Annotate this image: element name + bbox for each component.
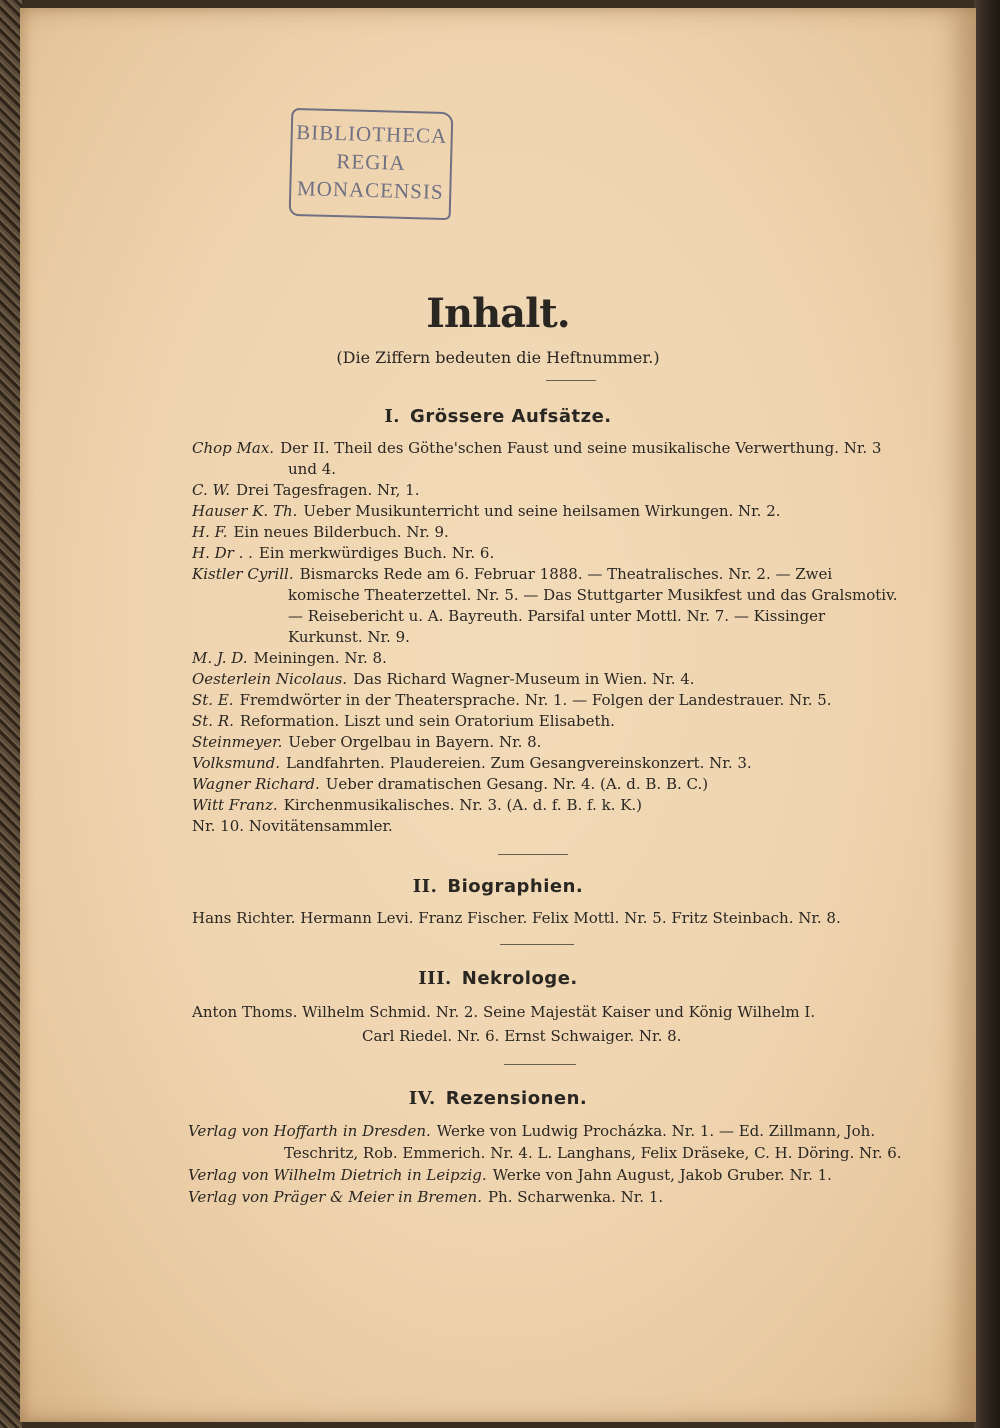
section-entries-aufsaetze xyxy=(192,438,900,837)
nekrolog-line-1: Anton Thoms. Wilhelm Schmid. Nr. 2. Seine Majestät Kaiser und König Wilhelm I. xyxy=(192,1003,816,1021)
entry-text: Ueber dramatischen Gesang. Nr. 4. (A. d. B. B. C.) xyxy=(325,775,709,793)
list-item xyxy=(192,795,900,816)
list-item xyxy=(192,564,900,648)
divider-rule xyxy=(546,380,596,381)
entry-text: Landfahrten. Plaudereien. Zum Gesangvereinskonzert. Nr. 3. xyxy=(286,754,752,772)
entry-text: Bismarcks Rede am 6. Februar 1888. — Theatralisches. Nr. 2. — Zwei komische Theaterzettel. Nr. 5. — Das Stuttgarter Musikfest und das Gralsmotiv. — Reisebericht u. A. Bayreuth. Parsifal unter Mottl. Nr. 7. — Kissinger Kurkunst. Nr. 9. xyxy=(288,565,898,646)
entry-text: Das Richard Wagner-Museum in Wien. Nr. 4. xyxy=(353,670,695,688)
entry-author: M. J. D. xyxy=(192,649,248,667)
entry-text: Ein merkwürdiges Buch. Nr. 6. xyxy=(258,544,495,562)
entry-author: C. W. xyxy=(192,481,231,499)
section-numeral: III. xyxy=(418,968,452,989)
list-item xyxy=(192,669,900,690)
stamp-line-3: MONACENSIS xyxy=(296,176,444,204)
entry-author: Oesterlein Nicolaus. xyxy=(192,670,348,688)
entry-author: Hauser K. Th. xyxy=(192,502,298,520)
entry-text: Meiningen. Nr. 8. xyxy=(253,649,387,667)
entry-author: Verlag von Wilhelm Dietrich in Leipzig. xyxy=(188,1166,487,1184)
section-heading-biographien xyxy=(20,876,976,897)
nekrolog-line-2: Carl Riedel. Nr. 6. Ernst Schwaiger. Nr. 8. xyxy=(362,1027,682,1045)
list-item xyxy=(188,1186,904,1208)
entry-text: Werke von Ludwig Procházka. Nr. 1. — Ed. Zillmann, Joh. Teschritz, Rob. Emmerich. Nr. 4. L. Langhans, Felix Dräseke, C. H. Döring. Nr. 6. xyxy=(284,1122,902,1162)
entry-author: Chop Max. xyxy=(192,439,275,457)
book-page xyxy=(20,8,976,1422)
list-item xyxy=(188,1164,904,1186)
section-title: Rezensionen. xyxy=(445,1088,588,1109)
section-title: Biographien. xyxy=(447,876,584,897)
list-item xyxy=(192,480,900,501)
list-item xyxy=(192,753,900,774)
section-numeral: IV. xyxy=(408,1088,436,1109)
entry-author: Verlag von Hoffarth in Dresden. xyxy=(188,1122,431,1140)
page-subtitle: (Die Ziffern bedeuten die Heftnummer.) xyxy=(336,348,660,367)
entry-text: Ueber Orgelbau in Bayern. Nr. 8. xyxy=(288,733,542,751)
list-item xyxy=(192,438,900,480)
entry-author: St. R. xyxy=(192,712,234,730)
section-numeral: I. xyxy=(384,406,401,427)
entry-author: Kistler Cyrill. xyxy=(192,565,294,583)
entry-text: Werke von Jahn August, Jakob Gruber. Nr. 1. xyxy=(492,1166,832,1184)
divider-rule xyxy=(504,1064,576,1065)
entry-author: Wagner Richard. xyxy=(192,775,320,793)
section-text-nekrologe xyxy=(192,1000,904,1048)
entry-author: Verlag von Präger & Meier in Bremen. xyxy=(188,1188,482,1206)
entry-author: H. Dr . . xyxy=(192,544,253,562)
divider-rule xyxy=(500,944,574,945)
entry-author: H. F. xyxy=(192,523,228,541)
list-item xyxy=(192,711,900,732)
list-item xyxy=(192,816,900,837)
book-binding-left xyxy=(0,0,22,1428)
divider-rule xyxy=(498,854,568,855)
stamp-line-2: REGIA xyxy=(336,149,406,175)
entry-text: Ein neues Bilderbuch. Nr. 9. xyxy=(233,523,449,541)
entry-text: Drei Tagesfragen. Nr, 1. xyxy=(236,481,420,499)
book-binding-right xyxy=(974,0,1000,1428)
section-heading-aufsaetze xyxy=(20,406,976,427)
section-title: Nekrologe. xyxy=(461,968,578,989)
section-text-biographien: Hans Richter. Hermann Levi. Franz Fischer. Felix Mottl. Nr. 5. Fritz Steinbach. Nr. 8. xyxy=(192,909,841,927)
entry-author: Witt Franz. xyxy=(192,796,278,814)
entry-text: Kirchenmusikalisches. Nr. 3. (A. d. f. B. f. k. K.) xyxy=(283,796,643,814)
list-item xyxy=(192,543,900,564)
entry-text: Der II. Theil des Göthe'schen Faust und seine musikalische Verwerthung. Nr. 3 und 4. xyxy=(280,439,882,478)
list-item xyxy=(192,522,900,543)
list-item xyxy=(192,648,900,669)
list-item xyxy=(192,690,900,711)
entry-author: Volksmund. xyxy=(192,754,280,772)
section-numeral: II. xyxy=(412,876,438,897)
page-title: Inhalt. xyxy=(426,290,570,337)
entry-text: Ph. Scharwenka. Nr. 1. xyxy=(487,1188,664,1206)
section-entries-rezensionen xyxy=(188,1120,904,1208)
list-item xyxy=(192,774,900,795)
entry-text: Ueber Musikunterricht und seine heilsamen Wirkungen. Nr. 2. xyxy=(303,502,781,520)
list-item xyxy=(192,501,900,522)
stamp-line-1: BIBLIOTHECA xyxy=(295,120,448,148)
entry-author: St. E. xyxy=(192,691,234,709)
section-heading-nekrologe xyxy=(20,968,976,989)
list-item xyxy=(188,1120,904,1164)
entry-text: Fremdwörter in der Theatersprache. Nr. 1. — Folgen der Landestrauer. Nr. 5. xyxy=(239,691,832,709)
section-title: Grössere Aufsätze. xyxy=(410,406,612,427)
entry-text: Reformation. Liszt und sein Oratorium Elisabeth. xyxy=(239,712,615,730)
section-heading-rezensionen xyxy=(20,1088,976,1109)
entry-author: Steinmeyer. xyxy=(192,733,283,751)
entry-text: Nr. 10. Novitätensammler. xyxy=(192,817,393,835)
list-item xyxy=(192,732,900,753)
table-of-contents xyxy=(20,8,976,1422)
